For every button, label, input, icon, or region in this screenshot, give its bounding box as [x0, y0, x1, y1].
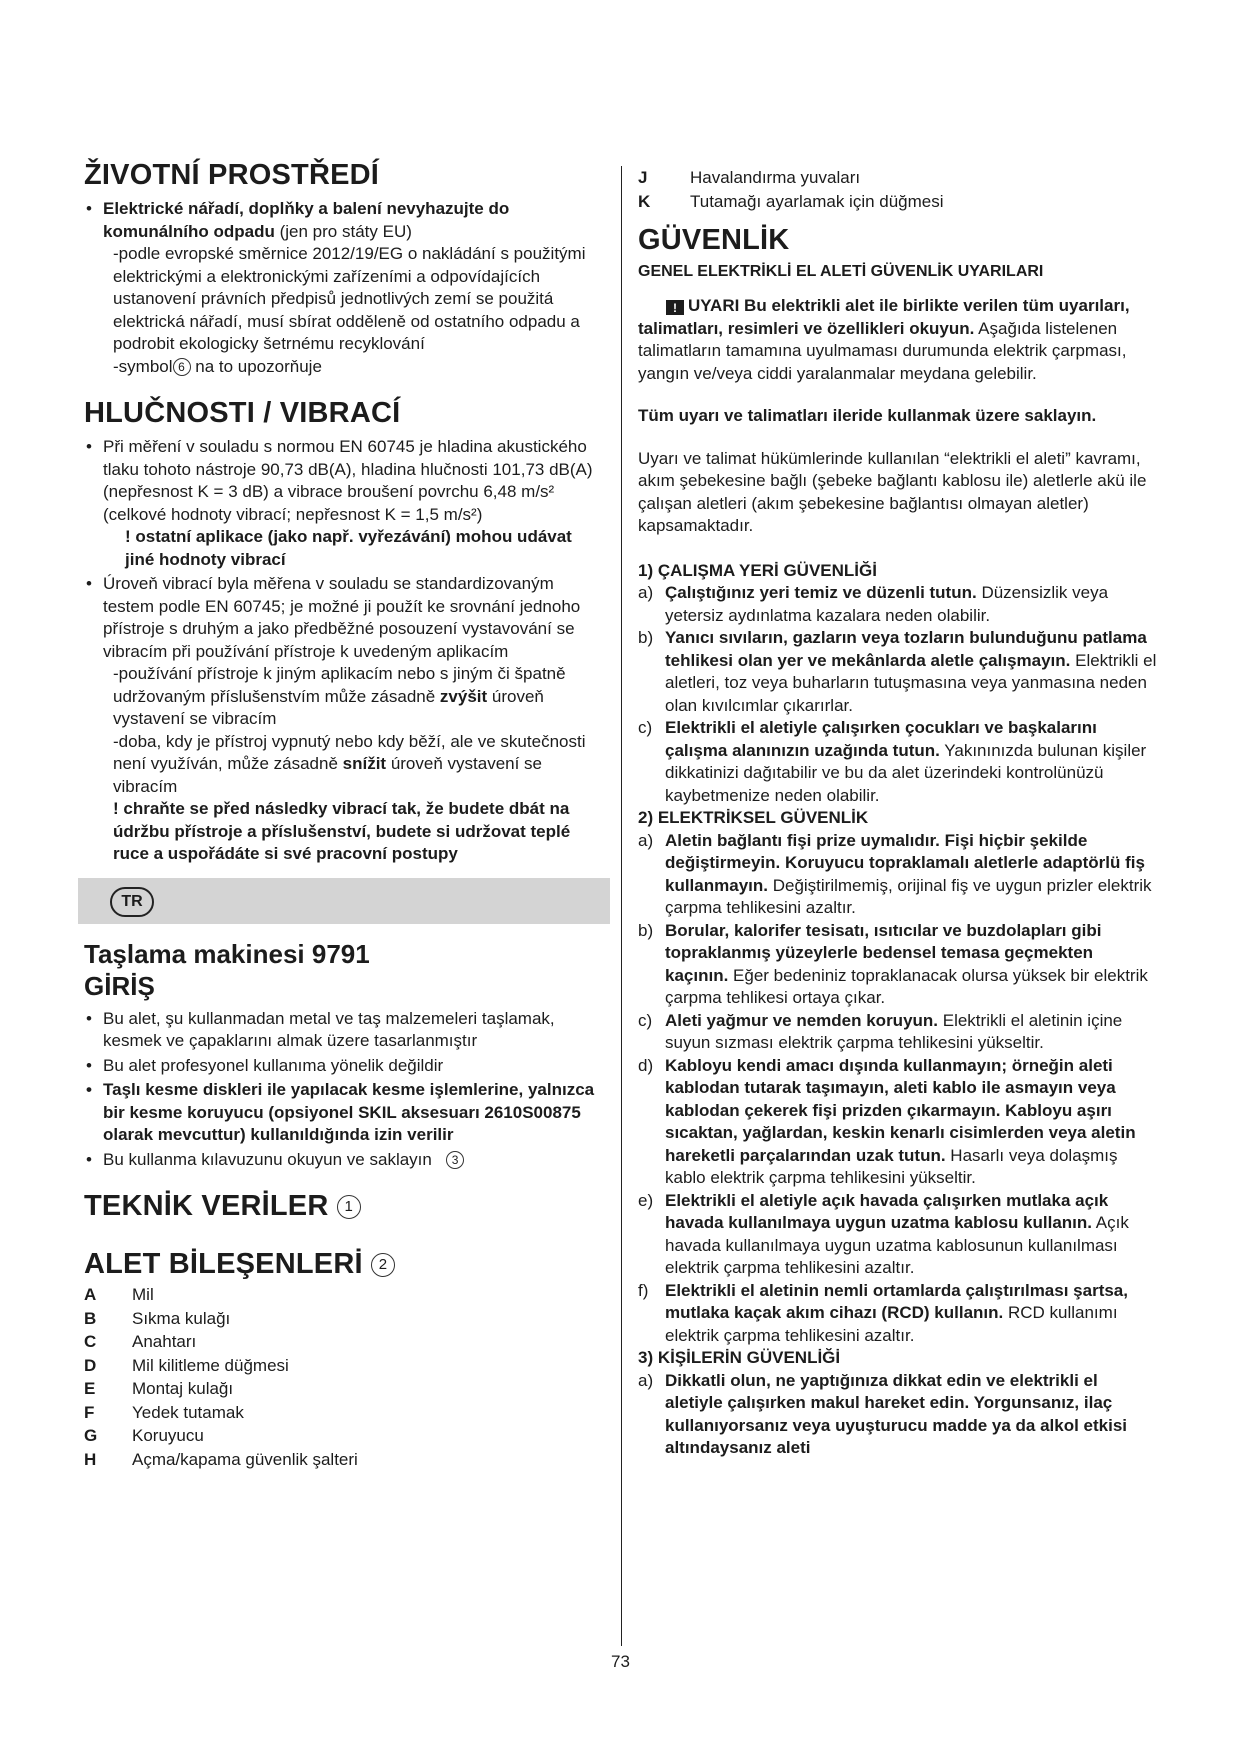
- item-bold: Çalıştığınız yeri temiz ve düzenli tutun.: [665, 583, 977, 602]
- safety-item: [638, 717, 1158, 807]
- item-bold: Borular, kalorifer tesisatı, ısıtıcılar ve buzdolapları gibi topraklanmış yüzeylerle bedensel temasa geçmekten kaçının.: [665, 920, 1102, 985]
- part-name: Yedek tutamak: [132, 1402, 244, 1422]
- keep-instructions: Tüm uyarı ve talimatları ileride kullanmak üzere saklayın.: [638, 406, 1097, 425]
- env-bold-text: Elektrické nářadí, doplňky a balení nevyhazujte do komunálního odpadu: [103, 199, 510, 241]
- item-text: Elektrikli el aletleri, toz veya buharların tutuşmasına veya yanmasına neden olan kıvılcımlar çıkarırlar.: [665, 650, 1157, 715]
- part-name: Montaj kulağı: [132, 1379, 234, 1398]
- right-column: [638, 164, 1158, 1460]
- safety-item: [638, 1280, 1158, 1348]
- figure-ref-badge: 3: [446, 1151, 464, 1169]
- item-letter: b): [638, 628, 654, 647]
- list-item: [84, 1448, 358, 1472]
- noise-text-1: • Při měření v souladu s normou EN 60745 je hladina akustického tlaku tohoto nástroje 90,73 dB(A), hladina hlučnosti 101,73 dB(A) (nepřesnost K = 3 dB) a vibrace broušení povrchu 6,48 m/s² (celkové hodnoty vibrací; nepřesnost K = 1,5 m/s²): [103, 437, 593, 524]
- tech-data-heading: [84, 1189, 604, 1223]
- item-bold: Elektrikli el aletiyle açık havada çalışırken mutlaka açık havada kullanılmaya uygun uzatma kablosu kullanın.: [665, 1190, 1109, 1232]
- part-name: Sıkma kulağı: [132, 1308, 231, 1328]
- item-text: Hasarlı veya dolaşmış kablo elektrik çarpma tehlikesini yükseltir.: [665, 1145, 1118, 1187]
- safety-item: [638, 830, 1158, 920]
- part-key: B: [84, 1308, 97, 1328]
- safety-item: [638, 1190, 1158, 1280]
- part-key: A: [84, 1285, 97, 1304]
- list-item: • Bu alet, şu kullanmadan metal ve taş malzemeleri taşlamak, kesmek ve çapaklarını almak üzere tasarlanmıştır: [84, 1008, 604, 1053]
- list-item: [84, 1401, 358, 1425]
- item-letter: a): [638, 583, 654, 602]
- part-name: Açma/kapama güvenlik şalteri: [132, 1449, 358, 1469]
- section-2-heading: 2) ELEKTRİKSEL GÜVENLİK: [638, 808, 869, 827]
- list-item: [84, 198, 604, 378]
- noise-text-2: • Úroveň vibrací byla měřena v souladu se standardizovaným testem podle EN 60745; je možné ji použít ke srovnání jednoho přístroje s druhým a jako předběžné posouzení vystavování se vibracím při používání přístroje k uvedeným aplikacím: [103, 574, 581, 661]
- item-letter: a): [638, 1370, 654, 1390]
- list-item: [638, 166, 944, 190]
- environment-list: [84, 198, 604, 378]
- item-text: Yakınınızda bulunan kişiler dikkatinizi dağıtabilir ve bu da alet üzerindeki kontrolünüzü kaybetmenize neden olabilir.: [665, 740, 1147, 805]
- part-key: D: [84, 1355, 97, 1375]
- item-bold: Elektrikli el aletiyle çalışırken çocukları ve başkalarını çalışma alanınızın uzağında tutun.: [665, 718, 1097, 760]
- part-key: C: [84, 1332, 97, 1351]
- item-letter: c): [638, 1010, 653, 1030]
- item-letter: f): [638, 1280, 649, 1300]
- noise-detail-1a: -používání přístroje k jiným aplikacím nebo s jiným či špatně udržovaným příslušenstvím může zásadně: [113, 664, 566, 706]
- item-bold: Dikkatli olun, ne yaptığınıza dikkat edin ve elektrikli el aletiyle çalışırken makul hareket edin. Yorgunsanız, ilaç kullanıyorsanız veya uyuşturucu madde ya da alkol etkisi altındaysanız aleti: [665, 1370, 1128, 1457]
- list-item: • Taşlı kesme diskleri ile yapılacak kesme işlemlerine, yalnızca bir kesme koruyucu (opsiyonel SKIL aksesuarı 2610S00875 olarak mevcuttur) kullanıldığında izin verilir: [84, 1079, 604, 1147]
- section-3-heading: 3) KİŞİLERİN GÜVENLİĞİ: [638, 1348, 841, 1367]
- item-bold: Kabloyu kendi amacı dışında kullanmayın; örneğin aleti kablodan tutarak taşımayın, aleti kablo ile asmayın veya kablodan çekerek fişi prizden çıkarmayın. Kabloyu aşırı sıcaktan, yağlardan, keskin kenarlı cisimlerden veya aletin hareketli parçalarından uzak tutun.: [665, 1055, 1136, 1165]
- noise-warning-2: ! chraňte se před následky vibrací tak, že budete dbát na údržbu přístroje a příslušenství, budete si udržovat teplé ruce a uspořádáte si své pracovní postupy: [113, 799, 571, 863]
- part-name: Mil: [132, 1285, 154, 1304]
- noise-heading: HLUČNOSTI / VIBRACÍ: [84, 397, 401, 429]
- part-key: E: [84, 1379, 96, 1398]
- tech-figure-badge: 1: [337, 1195, 361, 1219]
- safety-subheading: GENEL ELEKTRİKLİ EL ALETİ GÜVENLİK UYARILARI: [638, 263, 1044, 280]
- item-text: RCD kullanımı elektrik çarpma tehlikesini azaltır.: [665, 1303, 1118, 1345]
- language-bar: [78, 878, 610, 924]
- item-letter: b): [638, 920, 654, 940]
- parts-title: ALET BİLEŞENLERİ: [84, 1248, 363, 1280]
- part-name: Anahtarı: [132, 1332, 197, 1351]
- item-text: Değiştirilmemiş, orijinal fiş ve uygun prizler elektrik çarpma tehlikesini azaltır.: [665, 875, 1152, 917]
- env-tail-text: (jen pro státy EU): [274, 221, 412, 241]
- noise-detail-1b: zvýšit: [439, 686, 488, 706]
- part-key: F: [84, 1402, 95, 1422]
- list-item: [84, 1149, 604, 1172]
- parts-heading: [84, 1247, 604, 1281]
- parts-figure-badge: 2: [371, 1253, 395, 1277]
- intro-list: [84, 1008, 604, 1172]
- symbol-number-badge: 6: [173, 358, 191, 376]
- noise-list: [84, 436, 604, 866]
- safety-item: [638, 920, 1158, 1010]
- part-name: Koruyucu: [132, 1426, 204, 1445]
- noise-detail-2b: snížit: [342, 754, 387, 773]
- list-item: [84, 1283, 358, 1307]
- parts-list: [84, 1283, 358, 1471]
- intro-heading: GİRİŞ: [84, 970, 155, 1001]
- item-bold: Aletin bağlantı fişi prize uymalıdır. Fişi hiçbir şekilde değiştirmeyin. Koruyucu topraklamalı aletlerle adaptörlü fiş kullanmayın.: [665, 830, 1145, 895]
- noise-detail-1c: úroveň vystavení se vibracím: [113, 686, 544, 728]
- language-badge: TR: [110, 887, 154, 917]
- list-item: [84, 436, 604, 571]
- page-number: 73: [611, 1652, 630, 1671]
- product-title: Taşlama makinesi 9791: [84, 938, 370, 969]
- item-letter: e): [638, 1190, 654, 1210]
- item-text: Elektrikli el aletinin içine suyun sızması elektrik çarpma tehlikesini yükseltir.: [665, 1010, 1123, 1052]
- item-text: Düzensizlik veya yetersiz aydınlatma kazalara neden olabilir.: [665, 583, 1109, 625]
- list-item: • Bu alet profesyonel kullanıma yönelik değildir: [84, 1055, 604, 1078]
- warning-bold-text: UYARI Bu elektrikli alet ile birlikte verilen tüm uyarıları, talimatları, resimleri ve özellikleri okuyun.: [638, 296, 1130, 338]
- item-letter: c): [638, 718, 653, 737]
- item-text: Eğer bedeniniz topraklanacak olursa yüksek bir elektrik çarpma tehlikesi ortaya çıkar.: [665, 965, 1148, 1007]
- noise-detail-2c: úroveň vystavení se vibracím: [113, 754, 543, 796]
- safety-item: [638, 1055, 1158, 1190]
- list-item: [84, 1330, 358, 1354]
- noise-detail-2: [103, 731, 604, 799]
- safety-item: [638, 1010, 1158, 1055]
- noise-warning-1: ! ostatní aplikace (jako např. vyřezávání) mohou udávat jiné hodnoty vibrací: [125, 527, 572, 569]
- section-1-heading: 1) ÇALIŞMA YERİ GÜVENLİĞİ: [638, 560, 877, 580]
- list-item: [84, 1377, 358, 1401]
- list-item: [84, 1354, 358, 1378]
- tech-data-title: TEKNİK VERİLER: [84, 1190, 329, 1222]
- item-text: Açık havada kullanılmaya uygun uzatma kablosunun kullanılması elektrik çarpma tehlikesini azaltır.: [665, 1213, 1129, 1277]
- item-bold: Yanıcı sıvıların, gazların veya tozların bulunduğunu patlama tehlikesi olan yer ve mekânlarda aletle çalışmayın.: [665, 628, 1147, 670]
- part-key: J: [638, 168, 648, 187]
- list-item: [84, 1307, 358, 1331]
- symbol-text: -symbol: [113, 356, 173, 376]
- item-letter: d): [638, 1055, 654, 1075]
- part-name: Mil kilitleme düğmesi: [132, 1355, 289, 1375]
- warning-icon: !: [666, 300, 684, 315]
- list-item: [84, 573, 604, 866]
- item-bold: Aleti yağmur ve nemden koruyun.: [665, 1010, 939, 1030]
- column-divider: [621, 166, 622, 1646]
- list-item: [84, 1424, 358, 1448]
- safety-heading: GÜVENLİK: [638, 224, 790, 256]
- list-item: [638, 190, 944, 214]
- part-key: H: [84, 1449, 97, 1469]
- warning-text: Aşağıda listelenen talimatların tamamına uyulmaması durumunda elektrik çarpması, yangın ve/veya ciddi yaralanmalar meydana gelebilir.: [638, 318, 1127, 383]
- noise-detail-2a: -doba, kdy je přístroj vypnutý nebo kdy běží, ale ve skutečnosti není využíván, může zásadně: [113, 731, 586, 773]
- part-name: Tutamağı ayarlamak için düğmesi: [690, 191, 944, 211]
- safety-item: [638, 582, 1158, 627]
- safety-item: [638, 1370, 1158, 1460]
- left-column: [84, 158, 604, 1471]
- item-bold: Elektrikli el aletinin nemli ortamlarda çalıştırılması şartsa, mutlaka kaçak akım cihazı (RCD) kullanın.: [665, 1280, 1128, 1322]
- part-name: Havalandırma yuvaları: [690, 168, 861, 187]
- item-letter: a): [638, 830, 654, 850]
- concept-paragraph: Uyarı ve talimat hükümlerinde kullanılan “elektrikli el aleti” kavramı, akım şebekesine bağlı (şebeke bağlantı kablosu ile) aletlerle akü ile çalışan aletleri (akım şebekesine bağlantısı olmayan aletler) kapsamaktadır.: [638, 448, 1147, 535]
- noise-detail-1: [103, 663, 604, 731]
- part-key: G: [84, 1426, 98, 1445]
- env-detail-2: [103, 356, 604, 379]
- safety-item: [638, 627, 1158, 717]
- warning-paragraph: [638, 295, 1158, 385]
- part-key: K: [638, 191, 651, 211]
- environment-heading: ŽIVOTNÍ PROSTŘEDÍ: [84, 159, 380, 191]
- parts-list-continued: [638, 166, 944, 213]
- intro-4-text: Bu kullanma kılavuzunu okuyun ve saklayın: [103, 1149, 432, 1169]
- env-detail-1: -podle evropské směrnice 2012/19/EG o nakládání s použitými elektrickými a elektronickými zařízeními a odpovídajících ustanovení právních předpisů jednotlivých zemí se použitá elektrická nářadí, musí sbírat odděleně od ostatního odpadu a podrobit ekologicky šetrnému recyklování: [113, 244, 586, 353]
- symbol-tail-text: na to upozorňuje: [190, 356, 322, 376]
